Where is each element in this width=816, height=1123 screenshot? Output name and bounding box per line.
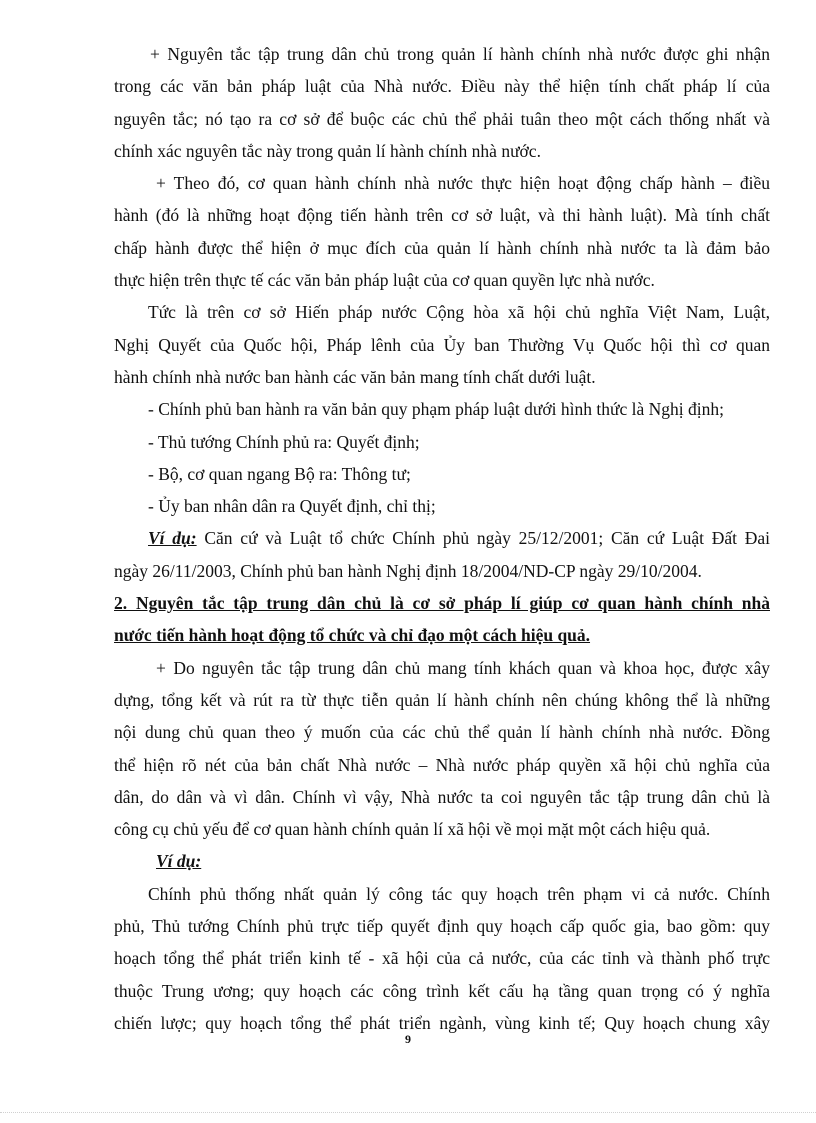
text-line: nội dung chủ quan theo ý muốn của các chủ thể quản lí hành chính nhà nước. Đồng <box>114 722 770 743</box>
text-line: hành (đó là những hoạt động tiến hành trên cơ sở luật, và thi hành luật). Mà tính chất <box>114 205 770 226</box>
text-line: thể hiện rõ nét của bản chất Nhà nước – Nhà nước pháp quyền xã hội chủ nghĩa của <box>114 754 770 775</box>
heading-line: 2. Nguyên tắc tập trung dân chủ là cơ sở pháp lí giúp cơ quan hành chính nhà <box>114 593 770 614</box>
text-line: Nghị Quyết của Quốc hội, Pháp lênh của Ủy ban Thường Vụ Quốc hội thì cơ quan <box>114 334 770 355</box>
example-label: Ví dụ: <box>156 851 202 872</box>
text-line: hành chính nhà nước ban hành các văn bản mang tính chất dưới luật. <box>114 366 596 387</box>
paragraph-objective-scientific <box>114 652 770 846</box>
text-line: thực hiện trên thực tế các văn bản pháp luật của cơ quan quyền lực nhà nước. <box>114 270 655 291</box>
text-line: + Do nguyên tắc tập trung dân chủ mang tính khách quan và khoa học, được xây <box>156 657 770 678</box>
example-label: Ví dụ: <box>148 528 197 549</box>
page-number: 9 <box>405 1032 411 1046</box>
text-line: công cụ chủ yếu để cơ quan hành chính quản lí xã hội về mọi mặt một cách hiệu quả. <box>114 819 711 840</box>
document-body <box>114 38 770 1039</box>
text-line: chiến lược; quy hoạch tổng thể phát triển ngành, vùng kinh tế; Quy hoạch chung xây <box>114 1012 770 1033</box>
text-line: hoạch tổng thể phát triển kinh tế - xã hội của cả nước, của các tỉnh và thành phố trực <box>114 948 770 969</box>
heading-line: nước tiến hành hoạt động tổ chức và chỉ đạo một cách hiệu quả. <box>114 625 591 646</box>
text-line: nguyên tắc; nó tạo ra cơ sở để buộc các chủ thể phải tuân theo một cách thống nhất và <box>114 108 770 129</box>
text-line: chấp hành được thể hiện ở mục đích của quản lí hành chính nhà nước ta là đảm bảo <box>114 237 770 258</box>
text-line: + Nguyên tắc tập trung dân chủ trong quản lí hành chính nhà nước được ghi nhận <box>150 44 770 64</box>
text-line: phủ, Thủ tướng Chính phủ trực tiếp quyết định quy hoạch cấp quốc gia, bao gồm: quy <box>114 916 770 937</box>
text-line: dựng, tổng kết và rút ra từ thực tiễn quản lí hành chính nên chúng không thể là những <box>114 689 770 710</box>
section-heading <box>114 587 770 652</box>
text-line: Chính phủ thống nhất quản lý công tác quy hoạch trên phạm vi cả nước. Chính <box>148 883 770 904</box>
text-line: thuộc Trung ương; quy hoạch các công trình kết cấu hạ tầng quan trọng có ý nghĩa <box>114 980 770 1001</box>
example-heading <box>114 845 770 877</box>
paragraph-planning <box>114 878 770 1039</box>
list-item: - Ủy ban nhân dân ra Quyết định, chỉ thị; <box>148 496 436 517</box>
text-line: ngày 26/11/2003, Chính phủ ban hành Nghị định 18/2004/ND-CP ngày 29/10/2004. <box>114 560 702 581</box>
list-item: - Thủ tướng Chính phủ ra: Quyết định; <box>148 431 420 452</box>
text-line: dân, do dân và vì dân. Chính vì vậy, Nhà nước ta coi nguyên tắc tập trung dân chủ là <box>114 786 770 807</box>
paragraph-executive-activity <box>114 167 770 296</box>
document-types-list <box>114 393 770 522</box>
example-decree <box>114 522 770 587</box>
list-item: - Chính phủ ban hành ra văn bản quy phạm pháp luật dưới hình thức là Nghị định; <box>148 399 724 420</box>
text-line: + Theo đó, cơ quan hành chính nhà nước thực hiện hoạt động chấp hành – điều <box>156 173 770 194</box>
paragraph-principle-recorded <box>114 38 770 167</box>
text-line: trong các văn bản pháp luật của Nhà nước. Điều này thể hiện tính chất pháp lí của <box>114 76 770 97</box>
example-text: Căn cứ và Luật tổ chức Chính phủ ngày 25/12/2001; Căn cứ Luật Đất Đai <box>196 528 770 549</box>
list-item: - Bộ, cơ quan ngang Bộ ra: Thông tư; <box>148 463 411 484</box>
footer-divider <box>0 1112 816 1113</box>
paragraph-legal-basis <box>114 296 770 393</box>
text-line: Tức là trên cơ sở Hiến pháp nước Cộng hòa xã hội chủ nghĩa Việt Nam, Luật, <box>148 302 770 323</box>
text-line <box>114 522 770 554</box>
text-line: chính xác nguyên tắc này trong quản lí hành chính nhà nước. <box>114 140 541 161</box>
